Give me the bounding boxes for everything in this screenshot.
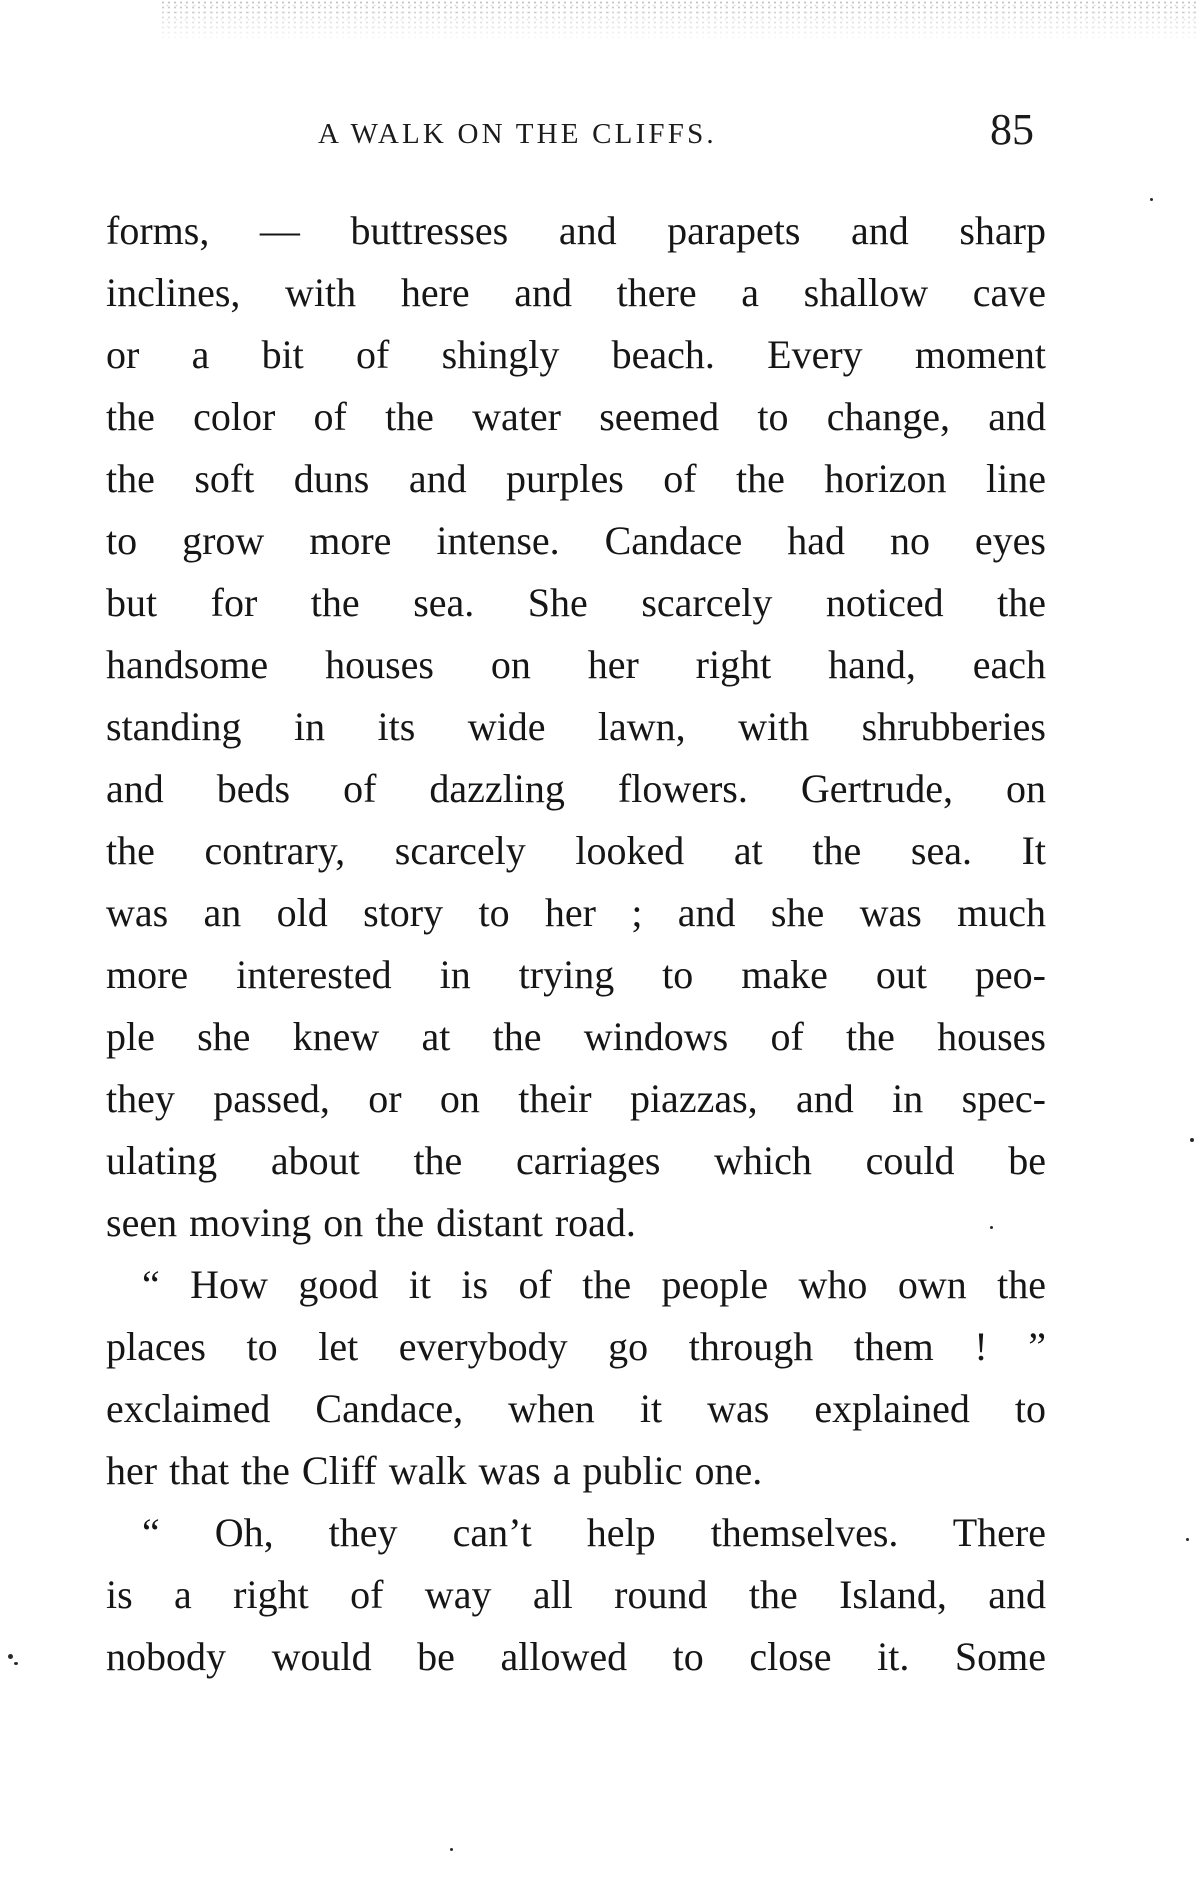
- text-line: seen moving on the distant road.: [106, 1200, 636, 1245]
- text-line: places to let everybody go through them ! ”: [106, 1324, 1046, 1369]
- text-line: inclines, with here and there a shallow cave: [106, 270, 1046, 315]
- text-line: ulating about the carriages which could be: [106, 1138, 1046, 1183]
- scan-speck: [990, 1226, 993, 1229]
- text-line: her that the Cliff walk was a public one.: [106, 1448, 763, 1493]
- text-line: but for the sea. She scarcely noticed the: [106, 580, 1046, 625]
- text-line: the contrary, scarcely looked at the sea. It: [106, 828, 1046, 873]
- body-text: [106, 200, 1046, 1688]
- text-line: forms, — buttresses and parapets and sharp: [106, 208, 1046, 253]
- page-header: [0, 105, 1200, 172]
- text-line: handsome houses on her right hand, each: [106, 642, 1046, 687]
- scan-noise: [160, 0, 1200, 42]
- text-line: to grow more intense. Candace had no eyes: [106, 518, 1046, 563]
- text-line: or a bit of shingly beach. Every moment: [106, 332, 1046, 377]
- text-line: standing in its wide lawn, with shrubberies: [106, 704, 1046, 749]
- scan-speck: [450, 1848, 453, 1851]
- scan-speck: [8, 1654, 13, 1659]
- scan-speck: [14, 1662, 18, 1665]
- text-line: the color of the water seemed to change, and: [106, 394, 1046, 439]
- text-line: more interested in trying to make out peo-: [106, 952, 1046, 997]
- scan-speck: [1150, 198, 1153, 201]
- running-head: A WALK ON THE CLIFFS.: [318, 118, 717, 150]
- scan-speck: [1186, 1538, 1189, 1541]
- text-line: exclaimed Candace, when it was explained to: [106, 1386, 1046, 1431]
- text-line: “ Oh, they can’t help themselves. There: [142, 1510, 1046, 1555]
- text-line: was an old story to her ; and she was much: [106, 890, 1046, 935]
- text-line: is a right of way all round the Island, and: [106, 1572, 1046, 1617]
- text-line: and beds of dazzling flowers. Gertrude, on: [106, 766, 1046, 811]
- text-line: ple she knew at the windows of the houses: [106, 1014, 1046, 1059]
- text-line: nobody would be allowed to close it. Some: [106, 1634, 1046, 1679]
- page-number: 85: [990, 105, 1034, 154]
- text-line: they passed, or on their piazzas, and in spec-: [106, 1076, 1046, 1121]
- scan-speck: [1190, 1138, 1194, 1142]
- text-line: “ How good it is of the people who own the: [142, 1262, 1046, 1307]
- text-line: the soft duns and purples of the horizon line: [106, 456, 1046, 501]
